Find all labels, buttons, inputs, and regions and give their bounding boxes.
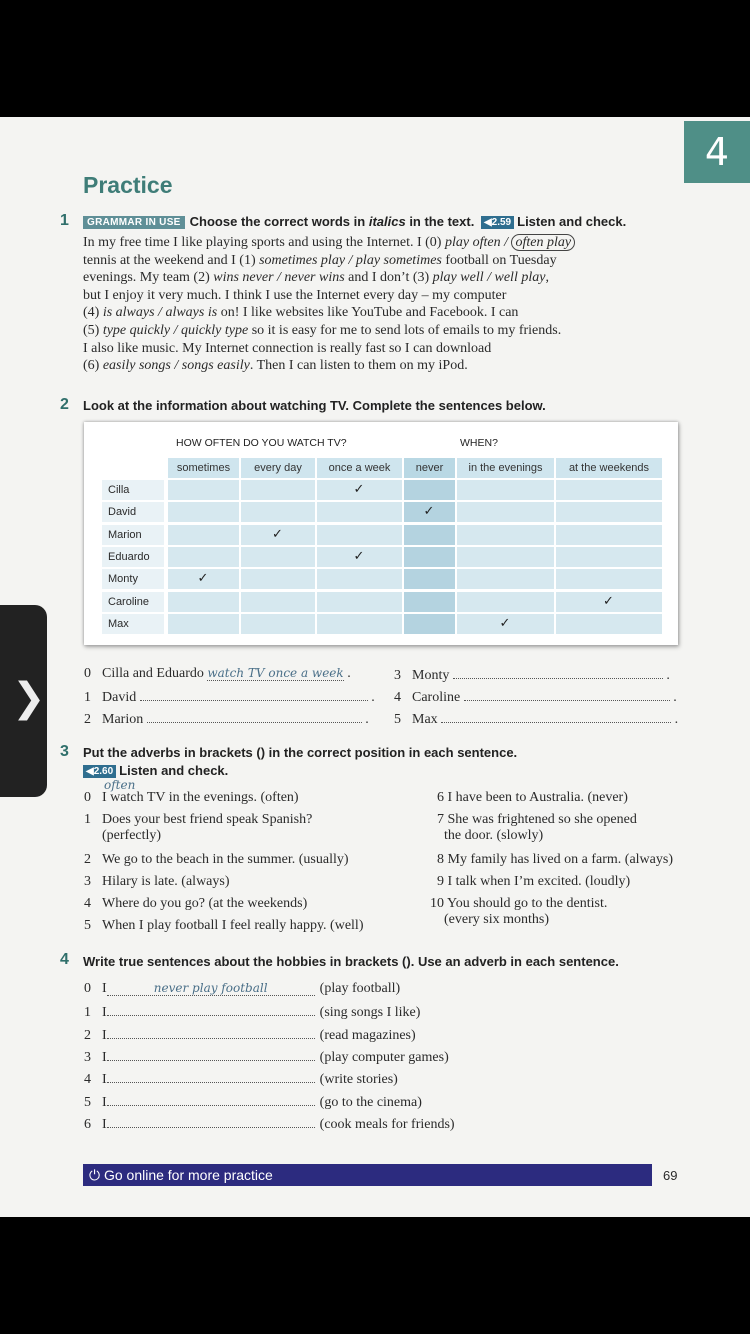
sentence-end: . [343, 666, 351, 681]
item-text-continued: (perfectly) [102, 828, 162, 843]
writing-item [84, 1048, 449, 1066]
sentence-text: David [102, 690, 140, 705]
item-number: 5 [84, 1094, 91, 1110]
back-button[interactable] [0, 605, 47, 797]
item-number: 7 [437, 812, 444, 827]
exercise-item [418, 812, 637, 844]
table-cell [556, 480, 662, 500]
table-cell [168, 525, 239, 545]
tick-mark: ✓ [353, 482, 365, 497]
item-number: 6 [84, 1116, 91, 1132]
circled-answer: often play [511, 234, 575, 251]
item-number: 8 [437, 852, 444, 867]
tick-mark: ✓ [353, 548, 365, 564]
handwritten-answer: watch TV once a week [207, 666, 344, 680]
table-cell [457, 480, 554, 500]
table-row-name: Caroline [102, 592, 164, 612]
table-row-name: Eduardo [102, 547, 164, 567]
item-number: 5 [394, 712, 401, 727]
unit-tab: 4 [684, 121, 750, 183]
answer-blank[interactable] [107, 1048, 315, 1061]
completion-sentence [394, 710, 678, 728]
hobby-hint: (play computer games) [319, 1049, 449, 1065]
paragraph-line: (4) is always / always is on! I like websites like YouTube and Facebook. I can [83, 305, 519, 321]
paragraph-line: evenings. My team (2) wins never / never wins and I don’t (3) play well / well play, [83, 270, 549, 286]
hobby-hint: (play football) [319, 981, 401, 996]
column-header: sometimes [168, 458, 239, 478]
table-cell [556, 525, 662, 545]
item-number: 4 [84, 896, 91, 911]
answer-blank[interactable] [140, 688, 368, 701]
table-cell [241, 569, 315, 589]
paragraph-line: (5) type quickly / quickly type so it is easy for me to send lots of emails to my friends. [83, 322, 562, 338]
table-cell [457, 502, 554, 522]
handwritten-answer: never play football [153, 981, 268, 995]
writing-item [84, 1026, 416, 1044]
item-number: 4 [394, 690, 401, 705]
table-cell [404, 525, 455, 545]
exercise-item [84, 812, 312, 844]
table-cell [317, 614, 402, 634]
exercise-number: 1 [60, 212, 69, 229]
writing-item [84, 1070, 398, 1088]
completion-sentence [84, 710, 369, 728]
item-number: 2 [84, 852, 91, 867]
item-number: 1 [84, 1005, 91, 1021]
item-text: Where do you go? (at the weekends) [102, 896, 308, 911]
hobby-hint: (read magazines) [319, 1027, 416, 1043]
answer-blank[interactable] [107, 1003, 315, 1016]
item-number: 9 [437, 874, 444, 889]
table-cell [404, 592, 455, 612]
item-subject: I [102, 1116, 107, 1132]
tick-mark: ✓ [603, 593, 614, 609]
completion-sentence [394, 688, 677, 706]
item-number: 2 [84, 1027, 91, 1043]
item-number: 0 [84, 981, 91, 996]
item-number: 1 [84, 812, 91, 827]
online-practice-banner[interactable]: ⏻ Go online for more practice [83, 1164, 652, 1186]
sentence-end: . [361, 712, 369, 727]
exercise-2-heading: Look at the information about watching TV. Complete the sentences below. [83, 398, 546, 413]
item-text: You should go to the dentist. [444, 896, 608, 911]
column-header: never [404, 458, 455, 478]
sentence-text: Monty [412, 668, 453, 683]
item-subject: I [102, 1049, 107, 1065]
completion-sentence [84, 688, 375, 706]
table-cell [241, 547, 315, 567]
item-number: 0 [84, 790, 91, 805]
item-subject: I [102, 1072, 107, 1088]
tick-mark: ✓ [272, 526, 283, 542]
answer-blank[interactable] [107, 1070, 315, 1083]
table-cell [404, 614, 455, 634]
exercise-number: 2 [60, 396, 69, 413]
exercise-3-heading: Put the adverbs in brackets () in the correct position in each sentence. [83, 745, 518, 760]
answer-blank[interactable] [107, 1093, 315, 1106]
table-row-name: Cilla [102, 480, 164, 500]
answer-blank[interactable] [441, 710, 671, 723]
writing-item [84, 1093, 422, 1111]
table-cell [457, 547, 554, 567]
exercise-item [84, 874, 230, 890]
power-icon: ⏻ [89, 1167, 101, 1183]
sentence-text: Caroline [412, 690, 464, 705]
paragraph-line: but I enjoy it very much. I think I use the Internet every day – my computer [83, 287, 507, 303]
answer-line[interactable] [107, 981, 315, 996]
hobby-hint: (sing songs I like) [319, 1005, 421, 1021]
item-text-continued: the door. (slowly) [444, 828, 544, 843]
audio-track-badge: ◀2.59 [481, 216, 514, 229]
exercise-3-listen: ◀2.60 Listen and check. [83, 763, 228, 778]
textbook-page [0, 117, 750, 1217]
exercise-item [418, 874, 630, 890]
item-number: 0 [84, 666, 91, 681]
hobby-hint: (cook meals for friends) [319, 1116, 455, 1132]
item-text: My family has lived on a farm. (always) [444, 852, 673, 867]
table-row-name: Monty [102, 569, 164, 589]
item-text: She was frightened so she opened [444, 812, 637, 827]
column-header: every day [241, 458, 315, 478]
sentence-end: . [669, 690, 677, 705]
item-subject: I [102, 1027, 107, 1043]
table-cell [556, 502, 662, 522]
item-subject: I [102, 1005, 107, 1021]
item-text: Hilary is late. (always) [102, 874, 230, 889]
table-cell [317, 525, 402, 545]
item-number: 3 [84, 1049, 91, 1065]
chevron-left-icon: ❯ [12, 675, 46, 721]
paragraph-line: I also like music. My Internet connection is really fast so I can download [83, 340, 492, 356]
item-number: 5 [84, 918, 91, 933]
exercise-item [418, 896, 607, 928]
answer-blank[interactable] [453, 666, 663, 679]
answer-blank[interactable] [107, 1026, 315, 1039]
table-cell [556, 569, 662, 589]
sentence-text: Cilla and Eduardo [102, 666, 208, 681]
item-number: 3 [394, 668, 401, 683]
paragraph-line: (6) easily songs / songs easily. Then I can listen to them on my iPod. [83, 358, 468, 374]
exercise-item [84, 918, 363, 934]
table-cell [457, 525, 554, 545]
how-often-heading: HOW OFTEN DO YOU WATCH TV? [176, 437, 347, 449]
exercise-item [84, 790, 299, 806]
exercise-1-text [83, 234, 653, 375]
item-number: 10 [430, 896, 444, 911]
item-number: 2 [84, 712, 91, 727]
hobby-hint: (write stories) [319, 1072, 398, 1088]
column-header: in the evenings [457, 458, 554, 478]
page-title: Practice [83, 172, 173, 198]
item-number: 1 [84, 690, 91, 705]
completion-sentence [394, 666, 670, 684]
exercise-1-heading: GRAMMAR IN USE Choose the correct words in italics in the text. ◀2.59 Listen and check. [83, 214, 626, 229]
paragraph-line: tennis at the weekend and I (1) sometimes play / play sometimes football on Tuesday [83, 252, 557, 268]
exercise-4-heading: Write true sentences about the hobbies in brackets (). Use an adverb in each sentence. [83, 954, 619, 969]
exercise-number: 4 [60, 951, 69, 968]
writing-item [84, 981, 400, 997]
completion-sentence [84, 666, 351, 682]
table-row-name: David [102, 502, 164, 522]
exercise-item [84, 896, 307, 912]
table-cell [241, 614, 315, 634]
tick-mark: ✓ [197, 571, 209, 587]
item-text-continued: (every six months) [444, 912, 549, 927]
exercise-item [84, 852, 349, 868]
item-text: We go to the beach in the summer. (usually) [102, 852, 349, 867]
paragraph-line: In my free time I like playing sports and using the Internet. I (0) play often / often play [83, 234, 653, 252]
exercise-item [418, 790, 628, 806]
sentence-end: . [662, 668, 670, 683]
table-cell [241, 592, 315, 612]
tick-mark: ✓ [423, 504, 435, 520]
answer-blank[interactable] [147, 710, 362, 723]
hobby-hint: (go to the cinema) [319, 1094, 422, 1110]
table-cell [317, 502, 402, 522]
table-cell [556, 614, 662, 634]
table-row-name: Marion [102, 525, 164, 545]
table-cell [168, 547, 239, 567]
table-row-name: Max [102, 614, 164, 634]
sentence-text: Marion [102, 712, 147, 727]
answer-blank[interactable] [107, 1115, 315, 1128]
item-number: 6 [437, 790, 444, 805]
handwritten-answer: often [104, 778, 136, 792]
item-subject: I [102, 1094, 107, 1110]
table-cell [404, 480, 455, 500]
audio-track-badge: ◀2.60 [83, 765, 116, 778]
table-cell [241, 480, 315, 500]
exercise-number: 3 [60, 743, 69, 760]
item-text: Does your best friend speak Spanish? [102, 812, 313, 827]
table-cell [457, 592, 554, 612]
table-cell [241, 502, 315, 522]
table-cell [404, 569, 455, 589]
tick-mark: ✓ [499, 615, 511, 631]
column-header: once a week [317, 458, 402, 478]
exercise-item [418, 852, 673, 868]
writing-item [84, 1115, 455, 1133]
item-text: I watch TV in the evenings. (often) [102, 790, 299, 805]
page-number: 69 [663, 1168, 678, 1183]
table-cell [168, 592, 239, 612]
sentence-text: Max [412, 712, 442, 727]
answer-blank[interactable] [464, 688, 670, 701]
item-text: When I play football I feel really happy. (well) [102, 918, 364, 933]
table-cell [317, 569, 402, 589]
table-cell [404, 547, 455, 567]
table-cell [556, 547, 662, 567]
item-subject: I [102, 981, 107, 996]
item-number: 3 [84, 874, 91, 889]
writing-item [84, 1003, 420, 1021]
sentence-end: . [671, 712, 679, 727]
when-heading: WHEN? [460, 437, 498, 449]
grammar-badge: GRAMMAR IN USE [83, 216, 185, 229]
item-text: I talk when I’m excited. (loudly) [444, 874, 631, 889]
item-number: 4 [84, 1072, 91, 1088]
tv-table [84, 422, 678, 645]
table-cell [168, 614, 239, 634]
table-cell [457, 569, 554, 589]
column-header: at the weekends [556, 458, 662, 478]
item-text: I have been to Australia. (never) [444, 790, 628, 805]
table-cell [168, 480, 239, 500]
table-cell [317, 592, 402, 612]
table-cell [168, 502, 239, 522]
sentence-end: . [367, 690, 375, 705]
